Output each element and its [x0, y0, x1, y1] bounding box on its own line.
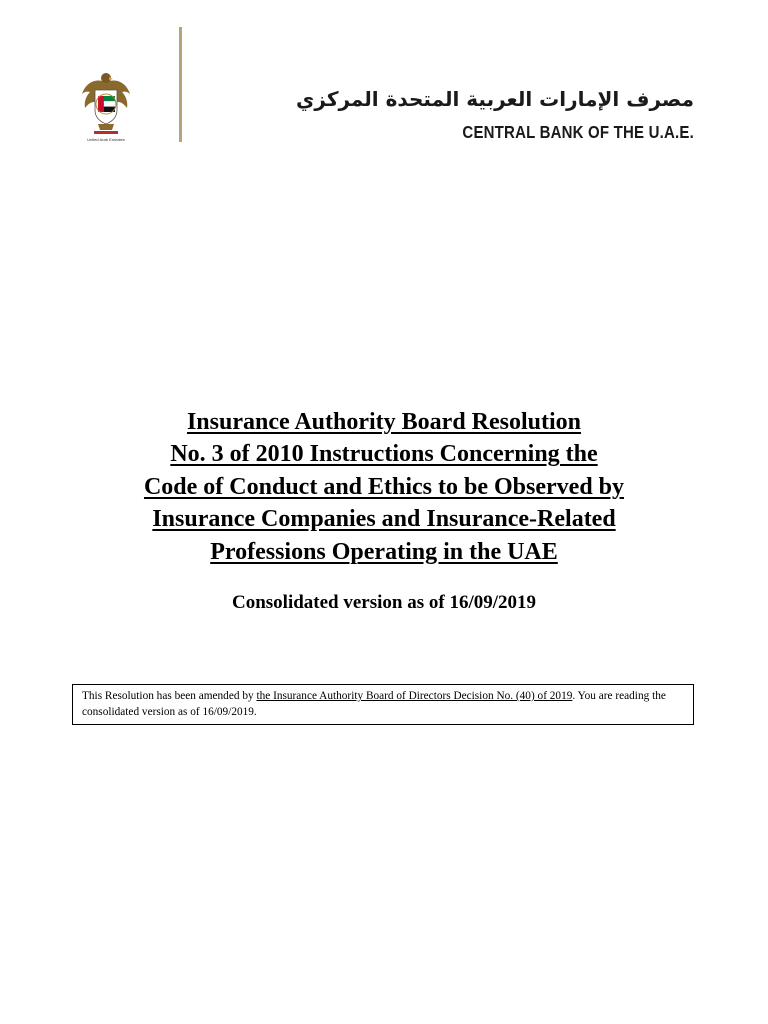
- uae-emblem-logo: [78, 68, 134, 146]
- title-line: Insurance Companies and Insurance-Related: [152, 506, 616, 533]
- emblem-caption: United Arab Emirates: [87, 137, 125, 142]
- bank-name-english: CENTRAL BANK OF THE U.A.E.: [462, 123, 694, 143]
- title-line: Professions Operating in the UAE: [210, 538, 558, 565]
- title-line: Code of Conduct and Ethics to be Observed by: [143, 473, 625, 500]
- falcon-emblem-icon: [78, 68, 134, 138]
- consolidated-version-label: Consolidated version as of 16/09/2019: [231, 592, 537, 613]
- header-divider: [179, 27, 182, 142]
- bank-name-arabic: مصرف الإمارات العربية المتحدة المركزي: [296, 87, 694, 111]
- document-title: [60, 406, 708, 568]
- notice-prefix: This Resolution has been amended by: [82, 690, 257, 702]
- amendment-notice-box: [72, 684, 694, 725]
- title-line: No. 3 of 2010 Instructions Concerning the: [170, 441, 598, 468]
- title-line: Insurance Authority Board Resolution: [186, 409, 582, 435]
- notice-suffix: . You are reading the consolidated version as of 16/09/2019.: [82, 690, 666, 718]
- amendment-decision-link[interactable]: the Insurance Authority Board of Directors Decision No. (40) of 2019: [256, 690, 573, 702]
